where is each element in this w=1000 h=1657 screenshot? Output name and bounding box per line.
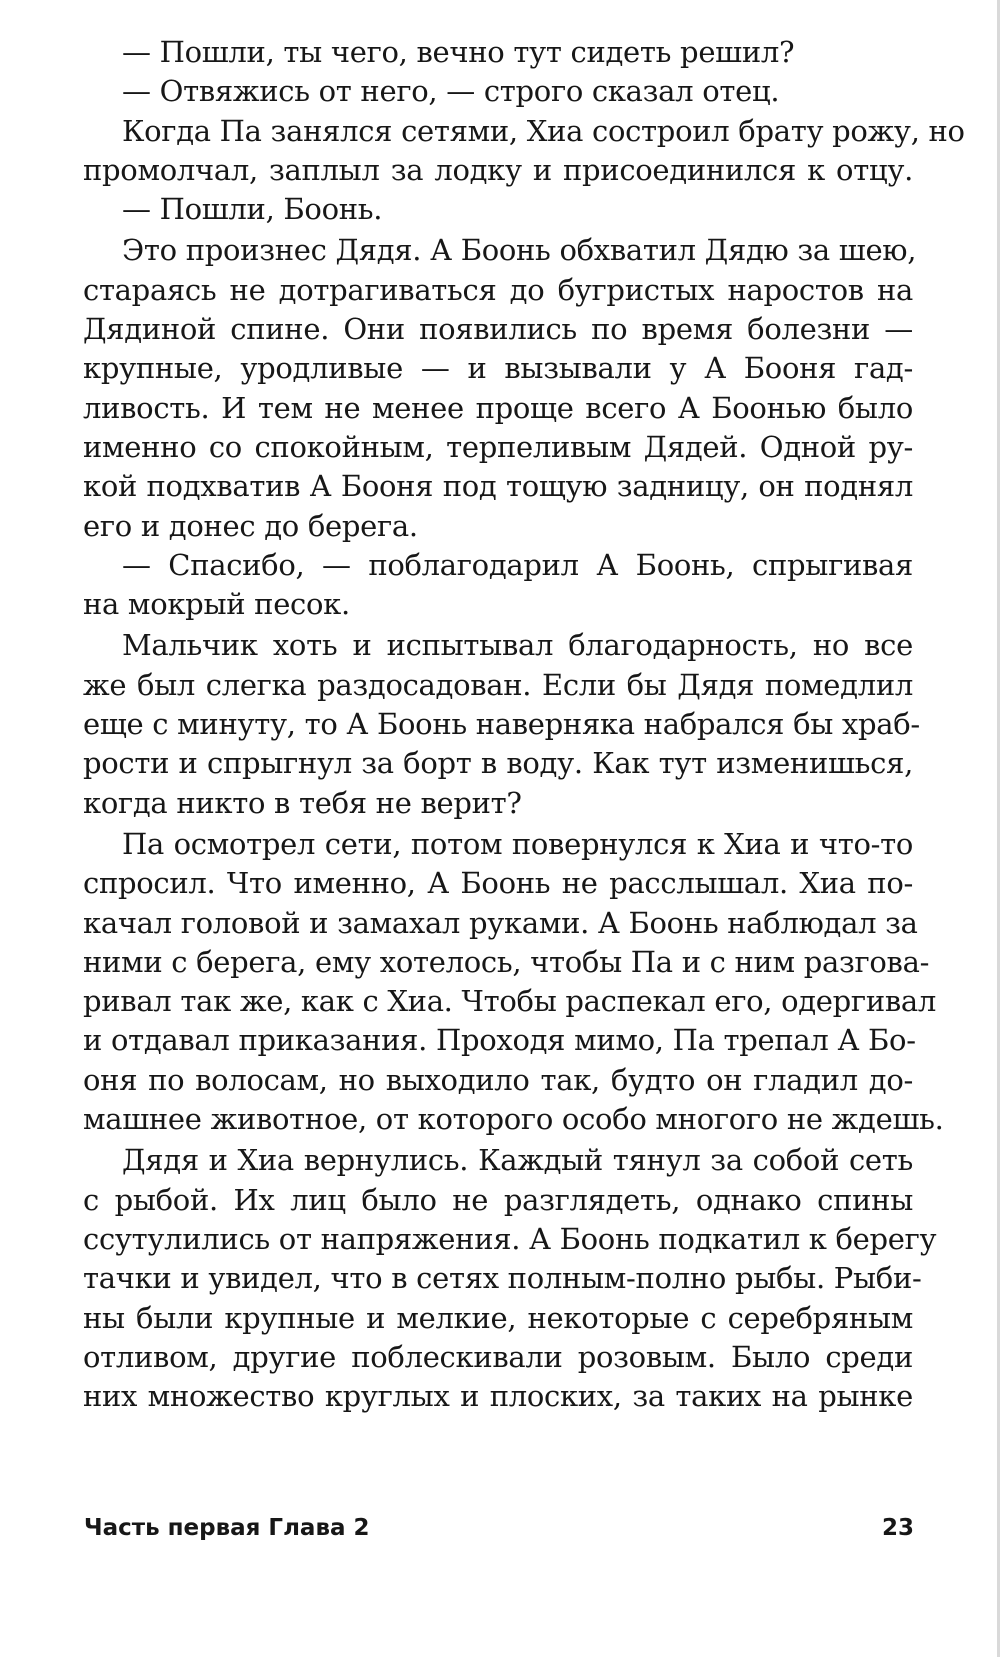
text-line: машнее животное, от которого особо многого не ждешь. [83, 1102, 944, 1137]
text-line: качал головой и замахал руками. А Боонь наблюдал за [83, 905, 918, 940]
text-line: кой подхватив А Бооня под тощую задницу, он поднял [83, 469, 913, 504]
text-line: — Спасибо, — поблагодарил А Боонь, спрыгивая [122, 547, 913, 582]
text-line: его и донес до берега. [83, 508, 418, 543]
text-line: — Пошли, ты чего, вечно тут сидеть решил? [122, 35, 795, 69]
text-line: и отдавал приказания. Проходя мимо, Па трепал А Бо- [83, 1023, 916, 1058]
text-line: же был слегка раздосадован. Если бы Дядя помедлил [83, 667, 913, 702]
text-line: ривал так же, как с Хиа. Чтобы распекал его, одергивал [83, 984, 936, 1019]
text-line: — Пошли, Боонь. [122, 192, 383, 227]
text-line: ссутулились от напряжения. А Боонь подкатил к берегу [83, 1221, 937, 1256]
text-line: Па осмотрел сети, потом повернулся к Хиа и что-то [122, 826, 913, 861]
text-line: когда никто в тебя не верит? [83, 785, 522, 820]
text-line: Дядиной спине. Они появились по время болезни — [83, 312, 913, 347]
text-line: ними с берега, ему хотелось, чтобы Па и с ним разгова- [83, 944, 930, 979]
text-line: отливом, другие поблескивали розовым. Было среди [83, 1339, 913, 1374]
text-line: Дядя и Хиа вернулись. Каждый тянул за собой сеть [122, 1143, 913, 1178]
main-text [83, 33, 965, 1416]
text-line: с рыбой. Их лиц было не разглядеть, однако спины [83, 1182, 913, 1217]
text-line: на мокрый песок. [83, 587, 350, 622]
text-line: спросил. Что именно, А Боонь не расслышал. Хиа по- [83, 866, 913, 901]
text-line: оня по волосам, но выходило так, будто он гладил до- [83, 1062, 913, 1097]
text-line: Мальчик хоть и испытывал благодарность, но все [122, 628, 913, 663]
chapter-label: Часть первая Глава 2 [84, 1515, 370, 1541]
text-line: Это произнес Дядя. А Боонь обхватил Дядю за шею, [122, 233, 917, 268]
page-footer [84, 1515, 914, 1551]
text-line: тачки и увидел, что в сетях полным-полно рыбы. Рыби- [83, 1261, 922, 1296]
text-line: Когда Па занялся сетями, Хиа состроил брату рожу, но [122, 113, 965, 148]
text-line: именно со спокойным, терпеливым Дядей. Одной ру- [83, 429, 913, 464]
text-line: — Отвяжись от него, — строго сказал отец. [122, 74, 780, 109]
text-line: промолчал, заплыл за лодку и присоединился к отцу. [83, 152, 913, 187]
text-line: стараясь не дотрагиваться до бугристых наростов на [83, 272, 913, 307]
text-line: рости и спрыгнул за борт в воду. Как тут изменишься, [83, 746, 913, 781]
page-number: 23 [881, 1515, 914, 1541]
text-line: ливость. И тем не менее проще всего А Боонью было [83, 390, 913, 425]
text-line: ны были крупные и мелкие, некоторые с серебряным [83, 1300, 913, 1335]
text-line: них множество круглых и плоских, за таких на рынке [83, 1379, 913, 1414]
text-line: крупные, уродливые — и вызывали у А Бооня гад- [83, 351, 913, 386]
text-line: еще с минуту, то А Боонь наверняка набрался бы храб- [83, 707, 920, 742]
